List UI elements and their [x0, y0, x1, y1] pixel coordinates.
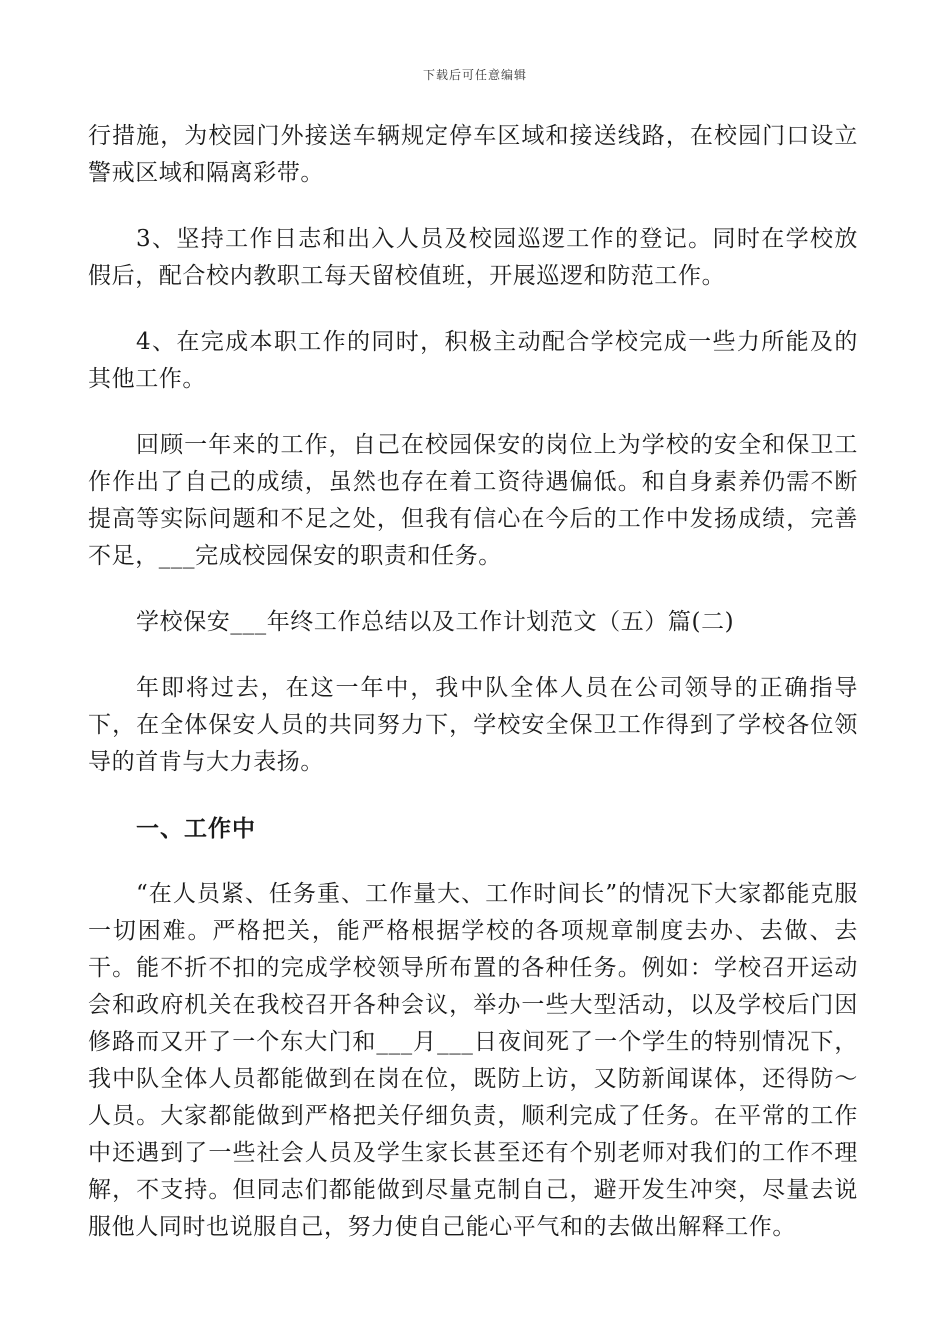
paragraph-item-4: 4、在完成本职工作的同时，积极主动配合学校完成一些力所能及的其他工作。 — [88, 329, 858, 392]
document-body — [88, 118, 858, 1275]
section-heading: 一、工作中 — [136, 815, 256, 842]
page-header: 下载后可任意编辑 — [422, 68, 527, 82]
paragraph-item-3: 3、坚持工作日志和出入人员及校园巡逻工作的登记。同时在学校放假后，配合校内教职工每天留校值班，开展巡逻和防范工作。 — [88, 226, 858, 289]
paragraph-work-detail: “在人员紧、任务重、工作量大、工作时间长”的情况下大家都能克服一切困难。严格把关，能严格根据学校的各项规章制度去办、去做、去干。能不折不扣的完成学校领导所布置的各种任务。例如：学校召开运动会和政府机关在我校召开各种会议，举办一些大型活动，以及学校后门因修路而又开了一个东大门和___月___日夜间死了一个学生的特别情况下，我中队全体人员都能做到在岗在位，既防上访，又防新闻谋体，还得防～人员。大家都能做到严格把关仔细负责，顺利完成了任务。在平常的工作中还遇到了一些社会人员及学生家长甚至还有个别老师对我们的工作不理解，不支持。但同志们都能做到尽量克制自己，避开发生冲突，尽量去说服他人同时也说服自己，努力使自己能心平气和的去做出解释工作。 — [88, 881, 858, 1240]
paragraph-continuation: 行措施，为校园门外接送车辆规定停车区域和接送线路，在校园门口设立警戒区域和隔离彩带。 — [88, 123, 858, 186]
paragraph-review: 回顾一年来的工作，自己在校园保安的岗位上为学校的安全和保卫工作作出了自己的成绩，虽然也存在着工资待遇偏低。和自身素养仍需不断提高等实际问题和不足之处，但我有信心在今后的工作中发扬成绩，完善不足，___完成校园保安的职责和任务。 — [88, 432, 858, 569]
section-title: 学校保安___年终工作总结以及工作计划范文（五）篇(二) — [136, 609, 735, 635]
paragraph-intro: 年即将过去，在这一年中，我中队全体人员在公司领导的正确指导下，在全体保安人员的共同努力下，学校安全保卫工作得到了学校各位领导的首肯与大力表扬。 — [88, 675, 858, 775]
